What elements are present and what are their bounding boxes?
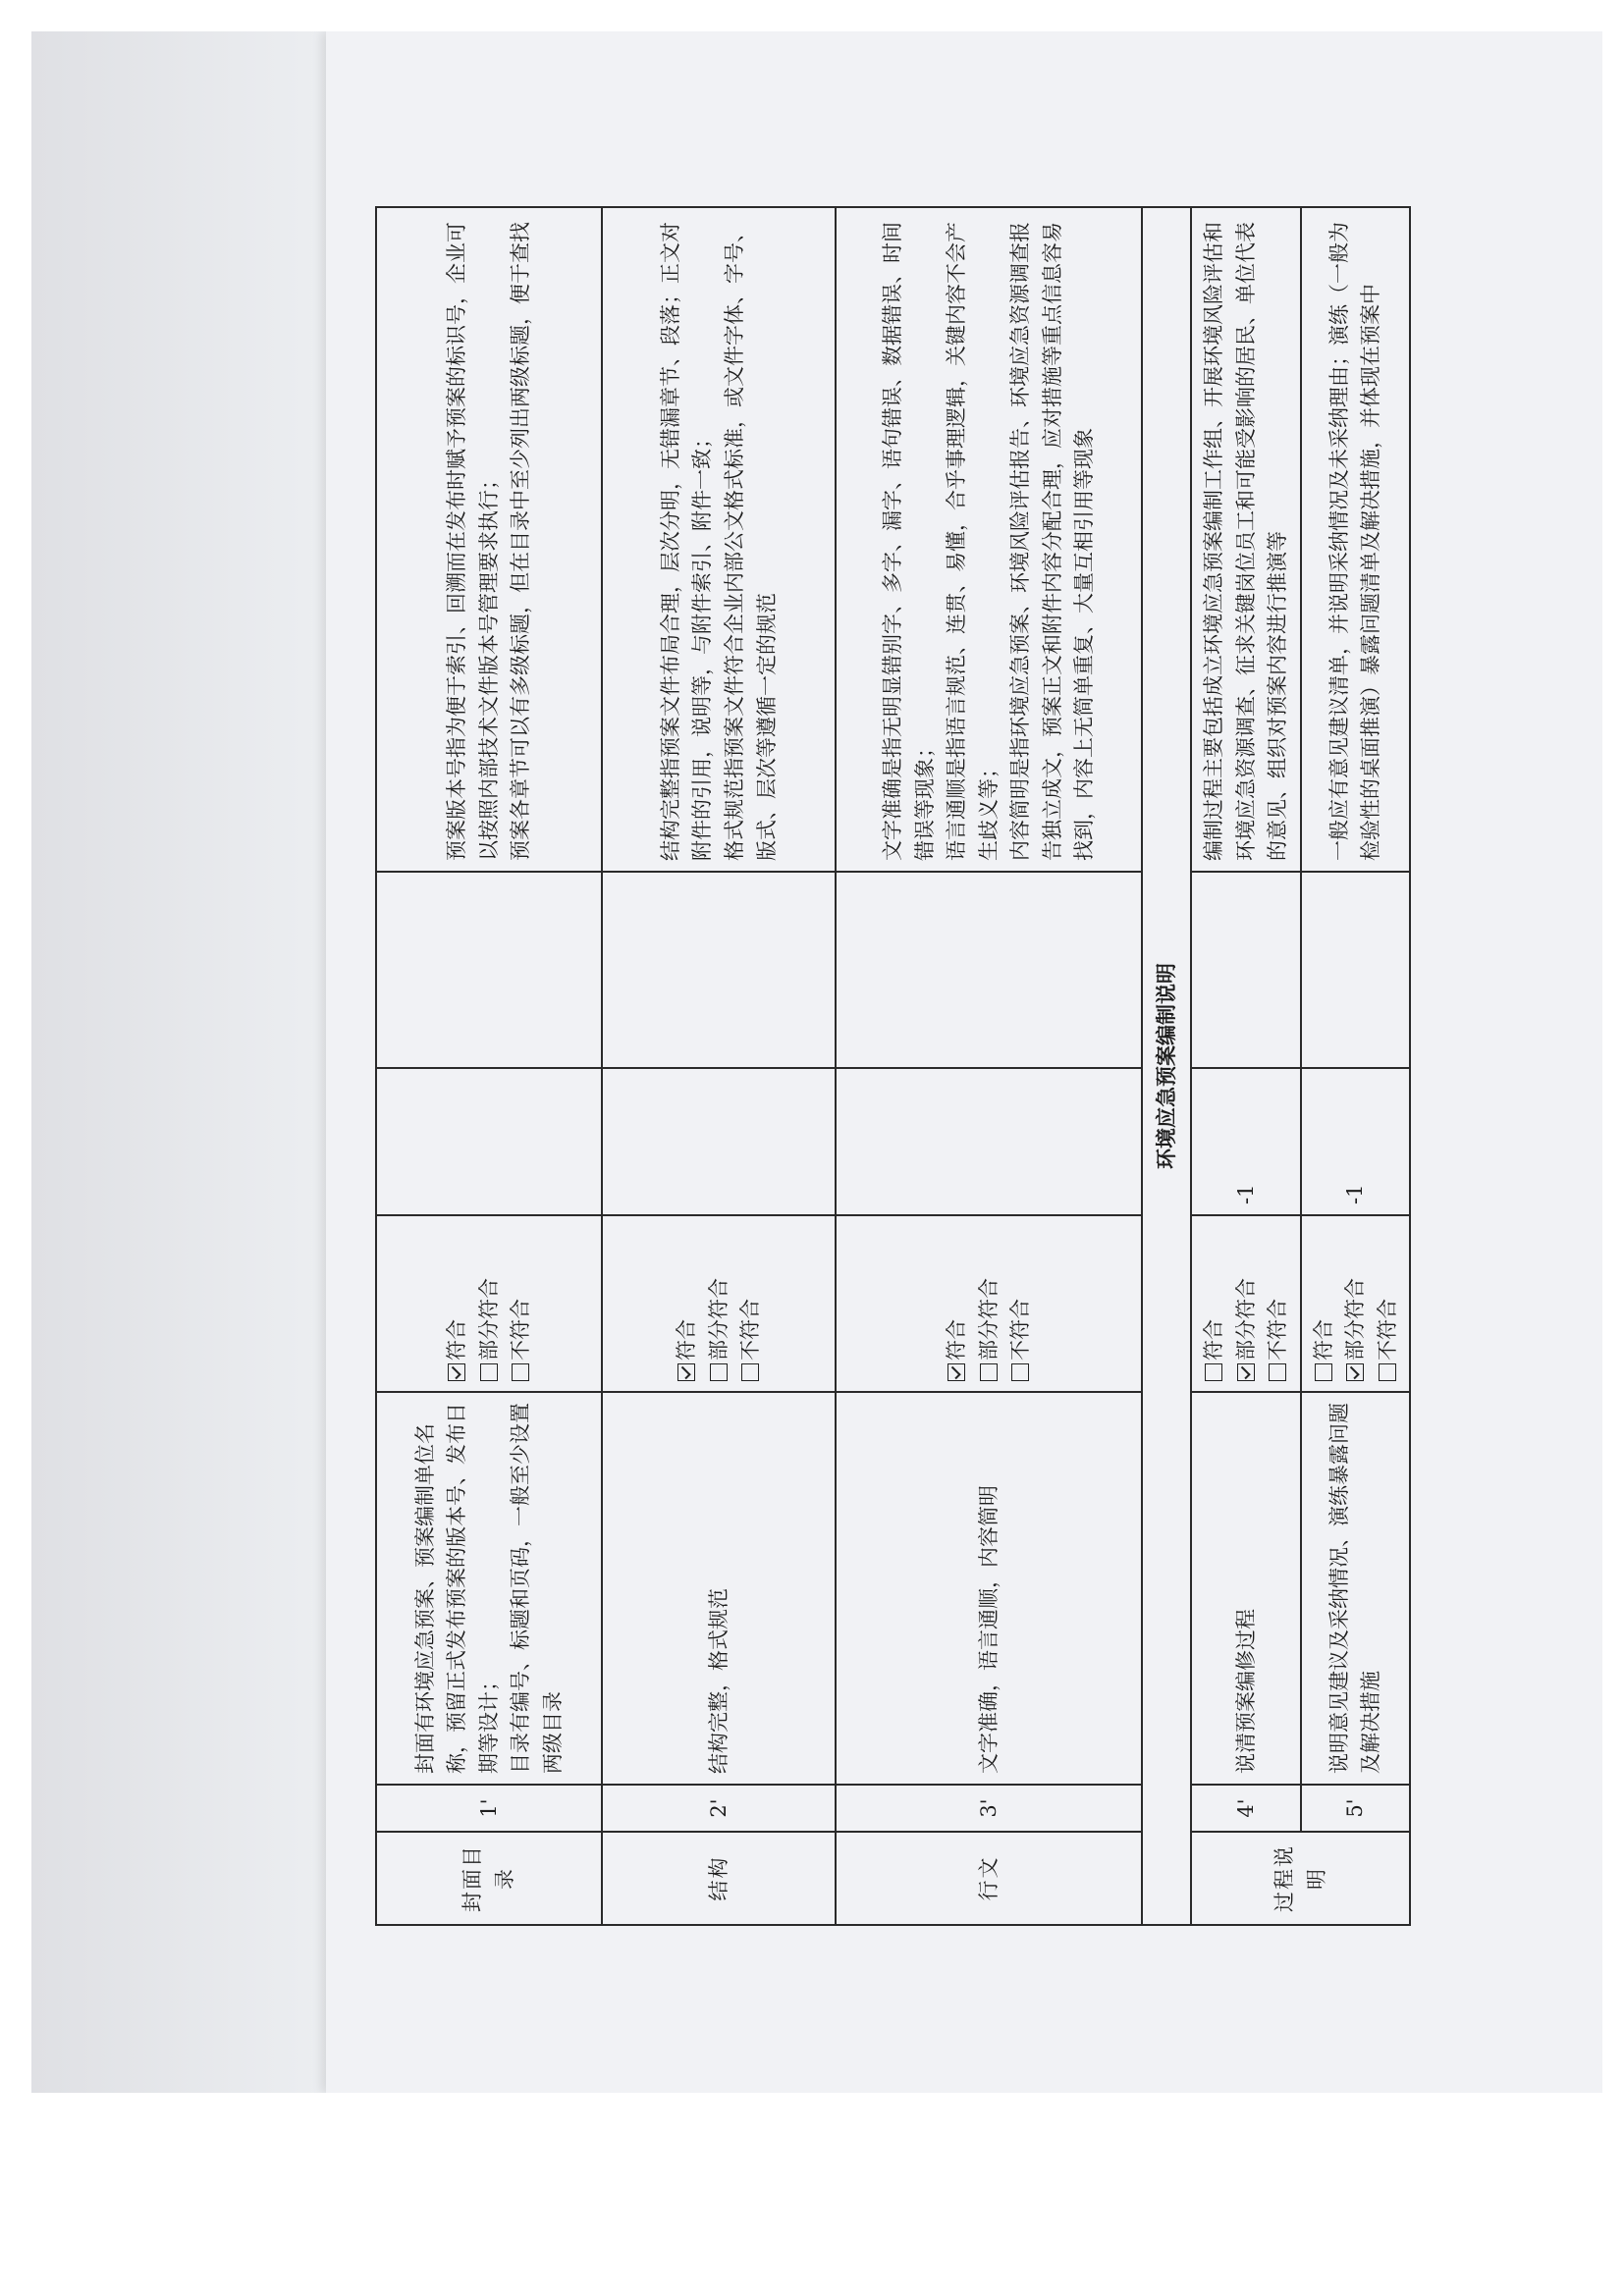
- category-cell: 封面目录: [376, 1832, 602, 1925]
- notes-cell: [602, 207, 836, 872]
- note-line: 结构完整指预案文件布局合理，层次分明，无错漏章节、段落；正文对附件的引用，说明等，与附件索引、附件一致；: [658, 222, 715, 861]
- notes-cell: [1191, 207, 1301, 872]
- compliance-options: [602, 1215, 836, 1392]
- score-cell: [836, 1068, 1142, 1215]
- option-label: 不符合: [509, 1299, 533, 1361]
- requirement-line: 文字准确，语言通顺，内容简明: [976, 1485, 1001, 1774]
- option-no[interactable]: [505, 1226, 537, 1381]
- photo-background: [31, 31, 1602, 2093]
- score-cell: -1: [1301, 1068, 1411, 1215]
- option-yes[interactable]: [1198, 1226, 1230, 1381]
- checked-box-icon: [1237, 1363, 1255, 1381]
- requirement-cell: [376, 1392, 602, 1785]
- option-no[interactable]: [734, 1226, 767, 1381]
- blank-cell: [836, 872, 1142, 1068]
- category-cell: 行文: [836, 1832, 1142, 1925]
- note-line: 预案各章节可以有多级标题，但在目录中至少列出两级标题，便于查找: [509, 222, 533, 861]
- item-number: 4': [1191, 1785, 1301, 1832]
- option-yes[interactable]: [441, 1226, 473, 1381]
- checked-box-icon: [677, 1363, 695, 1381]
- requirement-cell: [602, 1392, 836, 1785]
- note-line: 内容简明是指环境应急预案、环境风险评估报告、环境应急资源调查报告独立成文，预案正文和附件内容分配合理，应对措施等重点信息容易找到，内容上无简单重复、大量互相引用等现象: [1008, 222, 1097, 861]
- option-partial[interactable]: [1339, 1226, 1372, 1381]
- option-label: 不符合: [1375, 1299, 1399, 1361]
- requirement-line: 说明意见建议及采纳情况、演练暴露问题及解决措施: [1326, 1403, 1383, 1774]
- option-label: 不符合: [1008, 1299, 1033, 1361]
- item-number: 3': [836, 1785, 1142, 1832]
- note-line: 编制过程主要包括成立环境应急预案编制工作组、开展环境风险评估和环境应急资源调查、征求关键岗位员工和可能受影响的居民、单位代表的意见、组织对预案内容进行推演等: [1202, 222, 1290, 861]
- section-row: [1142, 207, 1191, 1925]
- requirement-cell: [1191, 1392, 1301, 1785]
- requirement-line: 说清预案编修过程: [1233, 1609, 1258, 1774]
- section-heading: 环境应急预案编制说明: [1142, 207, 1191, 1925]
- option-label: 不符合: [1266, 1299, 1290, 1361]
- blank-cell: [376, 872, 602, 1068]
- item-number: 5': [1301, 1785, 1411, 1832]
- option-partial[interactable]: [473, 1226, 506, 1381]
- note-line: 预案版本号指为便于索引、回溯而在发布时赋予预案的标识号，企业可以按照内部技术文件版本号管理要求执行；: [445, 222, 501, 861]
- table-row: [1301, 207, 1411, 1925]
- option-no[interactable]: [1372, 1226, 1404, 1381]
- note-line: 一般应有意见建议清单，并说明采纳情况及未采纳理由；演练（一般为检验性的桌面推演）暴露问题清单及解决措施，并体现在预案中: [1326, 222, 1383, 861]
- option-label: 符合: [945, 1319, 969, 1361]
- blank-cell: [602, 872, 836, 1068]
- option-label: 部分符合: [1343, 1278, 1368, 1361]
- option-yes[interactable]: [1308, 1226, 1340, 1381]
- table-row: [836, 207, 1142, 1925]
- requirement-line: 封面有环境应急预案、预案编制单位名称，预留正式发布预案的版本号、发布日期等设计；: [412, 1403, 501, 1774]
- option-partial[interactable]: [973, 1226, 1005, 1381]
- option-label: 部分符合: [476, 1278, 501, 1361]
- blank-cell: [1301, 872, 1411, 1068]
- left-page: [31, 31, 326, 2093]
- checked-box-icon: [448, 1363, 465, 1381]
- option-label: 符合: [445, 1319, 469, 1361]
- score-cell: [602, 1068, 836, 1215]
- option-partial[interactable]: [1230, 1226, 1263, 1381]
- score-cell: -1: [1191, 1068, 1301, 1215]
- blank-cell: [1191, 872, 1301, 1068]
- requirement-line: 目录有编号、标题和页码，一般至少设置两级目录: [509, 1403, 565, 1774]
- compliance-options: [376, 1215, 602, 1392]
- option-label: 不符合: [738, 1299, 763, 1361]
- review-table: [375, 206, 1411, 1926]
- table-row: [1191, 207, 1301, 1925]
- note-line: 文字准确是指无明显错别字、多字、漏字、语句错误、数据错误、时间错误等现象；: [881, 222, 937, 861]
- compliance-options: [836, 1215, 1142, 1392]
- checkbox-icon: [1011, 1363, 1029, 1381]
- note-line: 语言通顺是指语言规范、连贯、易懂，合乎事理逻辑，关键内容不会产生歧义等；: [945, 222, 1001, 861]
- requirement-line: 结构完整，格式规范: [706, 1588, 731, 1774]
- notes-cell: [836, 207, 1142, 872]
- requirement-cell: [1301, 1392, 1411, 1785]
- checkbox-icon: [512, 1363, 529, 1381]
- notes-cell: [1301, 207, 1411, 872]
- requirement-cell: [836, 1392, 1142, 1785]
- option-label: 部分符合: [976, 1278, 1001, 1361]
- option-label: 符合: [1202, 1319, 1225, 1361]
- option-yes[interactable]: [941, 1226, 973, 1381]
- checkbox-icon: [741, 1363, 759, 1381]
- option-partial[interactable]: [703, 1226, 735, 1381]
- note-line: 格式规范指预案文件符合企业内部公文格式标准，或文件字体、字号、版式、层次等遵循一定的规范: [723, 222, 779, 861]
- option-label: 符合: [1311, 1319, 1335, 1361]
- checkbox-icon: [1205, 1363, 1222, 1381]
- compliance-options: [1191, 1215, 1301, 1392]
- checkbox-icon: [1379, 1363, 1396, 1381]
- item-number: 2': [602, 1785, 836, 1832]
- category-cell: 过程说明: [1191, 1832, 1410, 1925]
- checked-box-icon: [947, 1363, 965, 1381]
- table-row: [602, 207, 836, 1925]
- checkbox-icon: [710, 1363, 728, 1381]
- option-no[interactable]: [1262, 1226, 1294, 1381]
- option-label: 部分符合: [706, 1278, 731, 1361]
- table-row: [376, 207, 602, 1925]
- rotated-review-table: [375, 208, 1399, 1926]
- checkbox-icon: [480, 1363, 498, 1381]
- checkbox-icon: [980, 1363, 998, 1381]
- option-yes[interactable]: [671, 1226, 703, 1381]
- option-label: 符合: [675, 1319, 699, 1361]
- compliance-options: [1301, 1215, 1411, 1392]
- checkbox-icon: [1315, 1363, 1332, 1381]
- checked-box-icon: [1346, 1363, 1364, 1381]
- checkbox-icon: [1269, 1363, 1286, 1381]
- category-cell: 结构: [602, 1832, 836, 1925]
- notes-cell: [376, 207, 602, 872]
- option-no[interactable]: [1004, 1226, 1037, 1381]
- option-label: 部分符合: [1233, 1278, 1258, 1361]
- score-cell: [376, 1068, 602, 1215]
- item-number: 1': [376, 1785, 602, 1832]
